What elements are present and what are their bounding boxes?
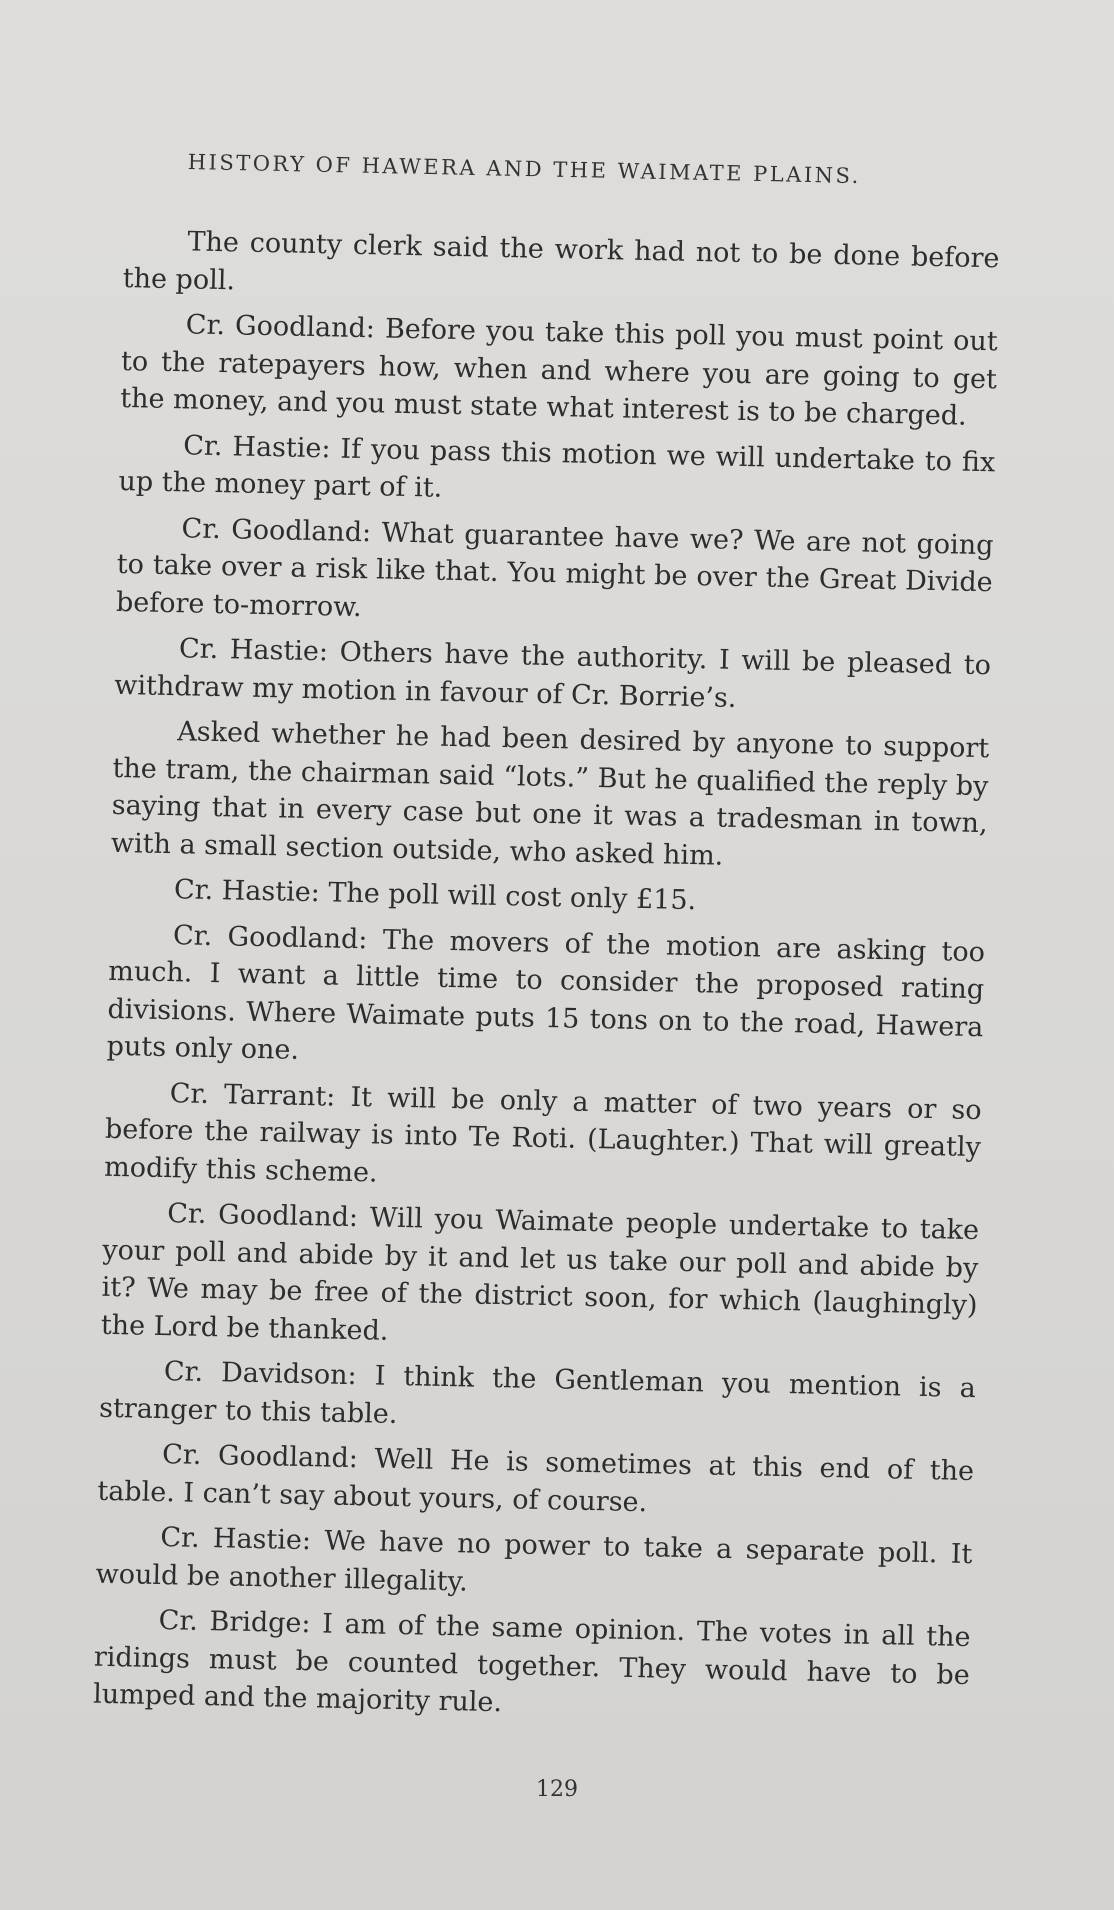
paragraph: Cr. Hastie: We have no power to take a separate poll. It would be another illegality. — [95, 1522, 973, 1597]
paragraph: Cr. Hastie: The poll will cost only £15. — [173, 874, 697, 917]
paragraph: Cr. Goodland: What guarantee have we? We are not going to take over a risk like that. You might be over the Great Divide before to-morrow. — [115, 512, 994, 623]
running-header: HISTORY OF HAWERA AND THE WAIMATE PLAINS. — [187, 150, 862, 189]
paragraph: Cr. Hastie: If you pass this motion we will undertake to fix up the money part of it. — [118, 429, 996, 504]
paragraph: Cr. Hastie: Others have the authority. I will be pleased to withdraw my motion in favour of Cr. Borrie’s. — [113, 633, 992, 714]
body-text — [93, 222, 1000, 1740]
paragraph: Cr. Goodland: Will you Waimate people undertake to take your poll and abide by it and let us take our poll and abide by it? We may be free of the district soon, for which (laughingly) the Lord be thanked. — [100, 1198, 980, 1347]
page-number: 129 — [536, 1777, 578, 1802]
paragraph: Cr. Tarrant: It will be only a matter of two years or so before the railway is into Te Roti. (Laughter.) That will greatly modify this scheme. — [103, 1077, 982, 1189]
paragraph: The county clerk said the work had not to be done before the poll. — [122, 226, 1000, 296]
paragraph: Cr. Davidson: I think the Gentleman you mention is a stranger to this table. — [98, 1356, 977, 1430]
paragraph: Cr. Goodland: The movers of the motion are asking too much. I want a little time to consider the proposed rating divisions. Where Waimate puts 15 tons on to the road, Hawera puts only one. — [106, 919, 986, 1066]
paragraph: Cr. Goodland: Well He is sometimes at this end of the table. I can’t say about yours, of course. — [97, 1439, 975, 1518]
paragraph: Cr. Bridge: I am of the same opinion. The votes in all the ridings must be counted together. They would have to be lumped and the majority rule. — [92, 1605, 971, 1719]
paragraph: Cr. Goodland: Before you take this poll you must point out to the ratepayers how, when and where you are going to get the money, and you must state what interest is to be charged. — [119, 309, 999, 432]
paragraph: Asked whether he had been desired by anyone to support the tram, the chairman said “lots.” But he qualified the reply by saying that in every case but one it was a tradesman in town, with a small section outside, who asked him. — [110, 716, 990, 872]
